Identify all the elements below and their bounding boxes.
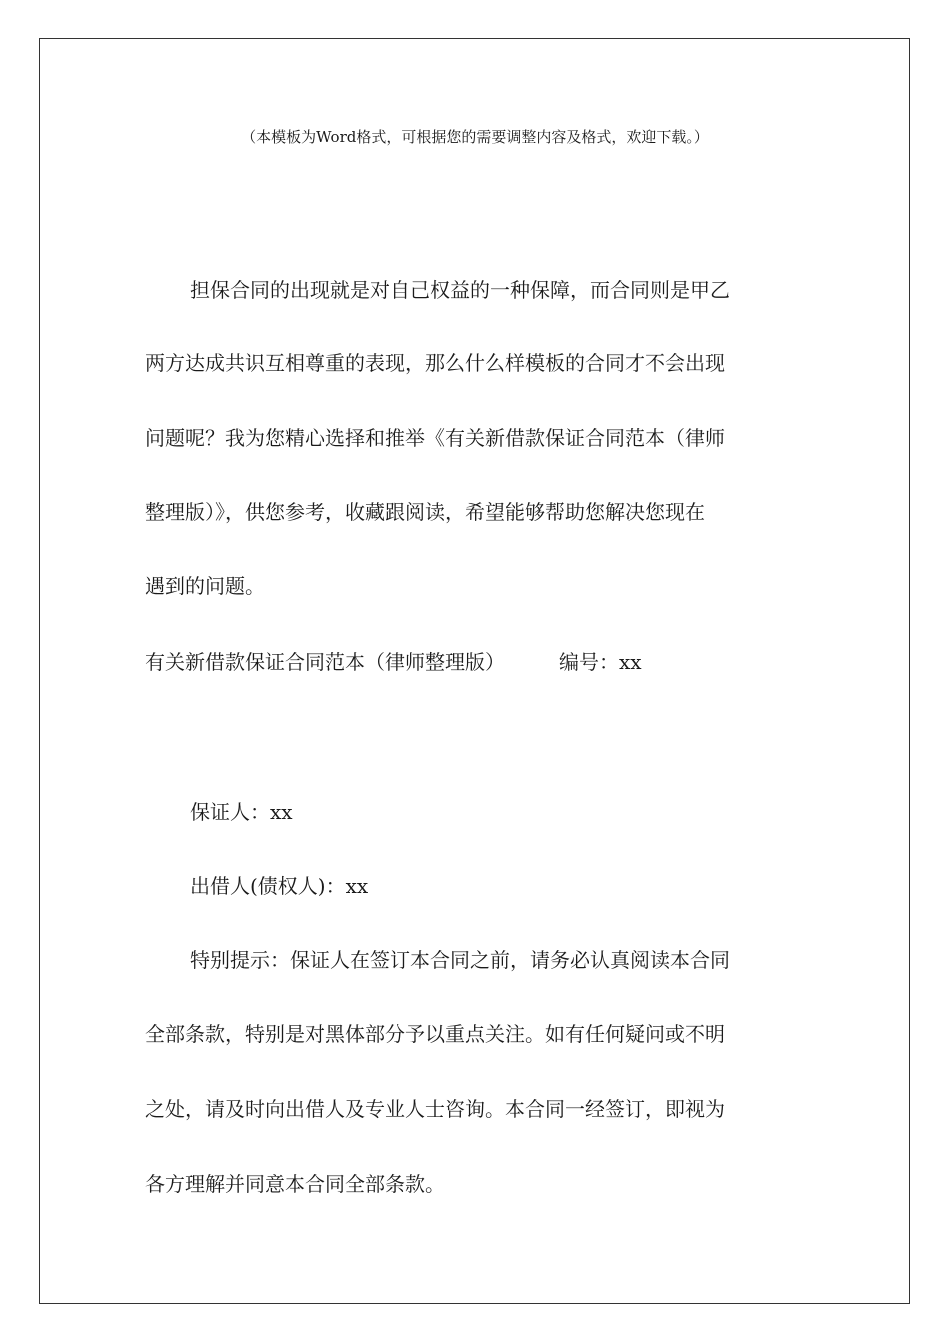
intro-line-2: 两方达成共识互相尊重的表现，那么什么样模板的合同才不会出现 — [145, 351, 725, 375]
contract-number: 编号：xx — [559, 650, 642, 674]
guarantor-line: 保证人：xx — [190, 800, 293, 824]
intro-line-3: 问题呢？我为您精心选择和推举《有关新借款保证合同范本（律师 — [145, 426, 725, 450]
notice-line-3: 之处，请及时向出借人及专业人士咨询。本合同一经签订，即视为 — [145, 1097, 725, 1121]
contract-title-row — [145, 648, 642, 676]
contract-title: 有关新借款保证合同范本（律师整理版） — [145, 650, 505, 674]
intro-line-4: 整理版）》，供您参考，收藏跟阅读，希望能够帮助您解决您现在 — [145, 500, 705, 524]
intro-line-5: 遇到的问题。 — [145, 574, 265, 598]
intro-line-1: 担保合同的出现就是对自己权益的一种保障，而合同则是甲乙 — [190, 278, 730, 302]
notice-line-4: 各方理解并同意本合同全部条款。 — [145, 1172, 445, 1196]
notice-line-2: 全部条款，特别是对黑体部分予以重点关注。如有任何疑问或不明 — [145, 1022, 725, 1046]
lender-line: 出借人(债权人)：xx — [190, 874, 369, 898]
notice-line-1: 特别提示：保证人在签订本合同之前，请务必认真阅读本合同 — [190, 948, 730, 972]
template-note: （本模板为Word格式，可根据您的需要调整内容及格式，欢迎下载。） — [241, 128, 709, 146]
